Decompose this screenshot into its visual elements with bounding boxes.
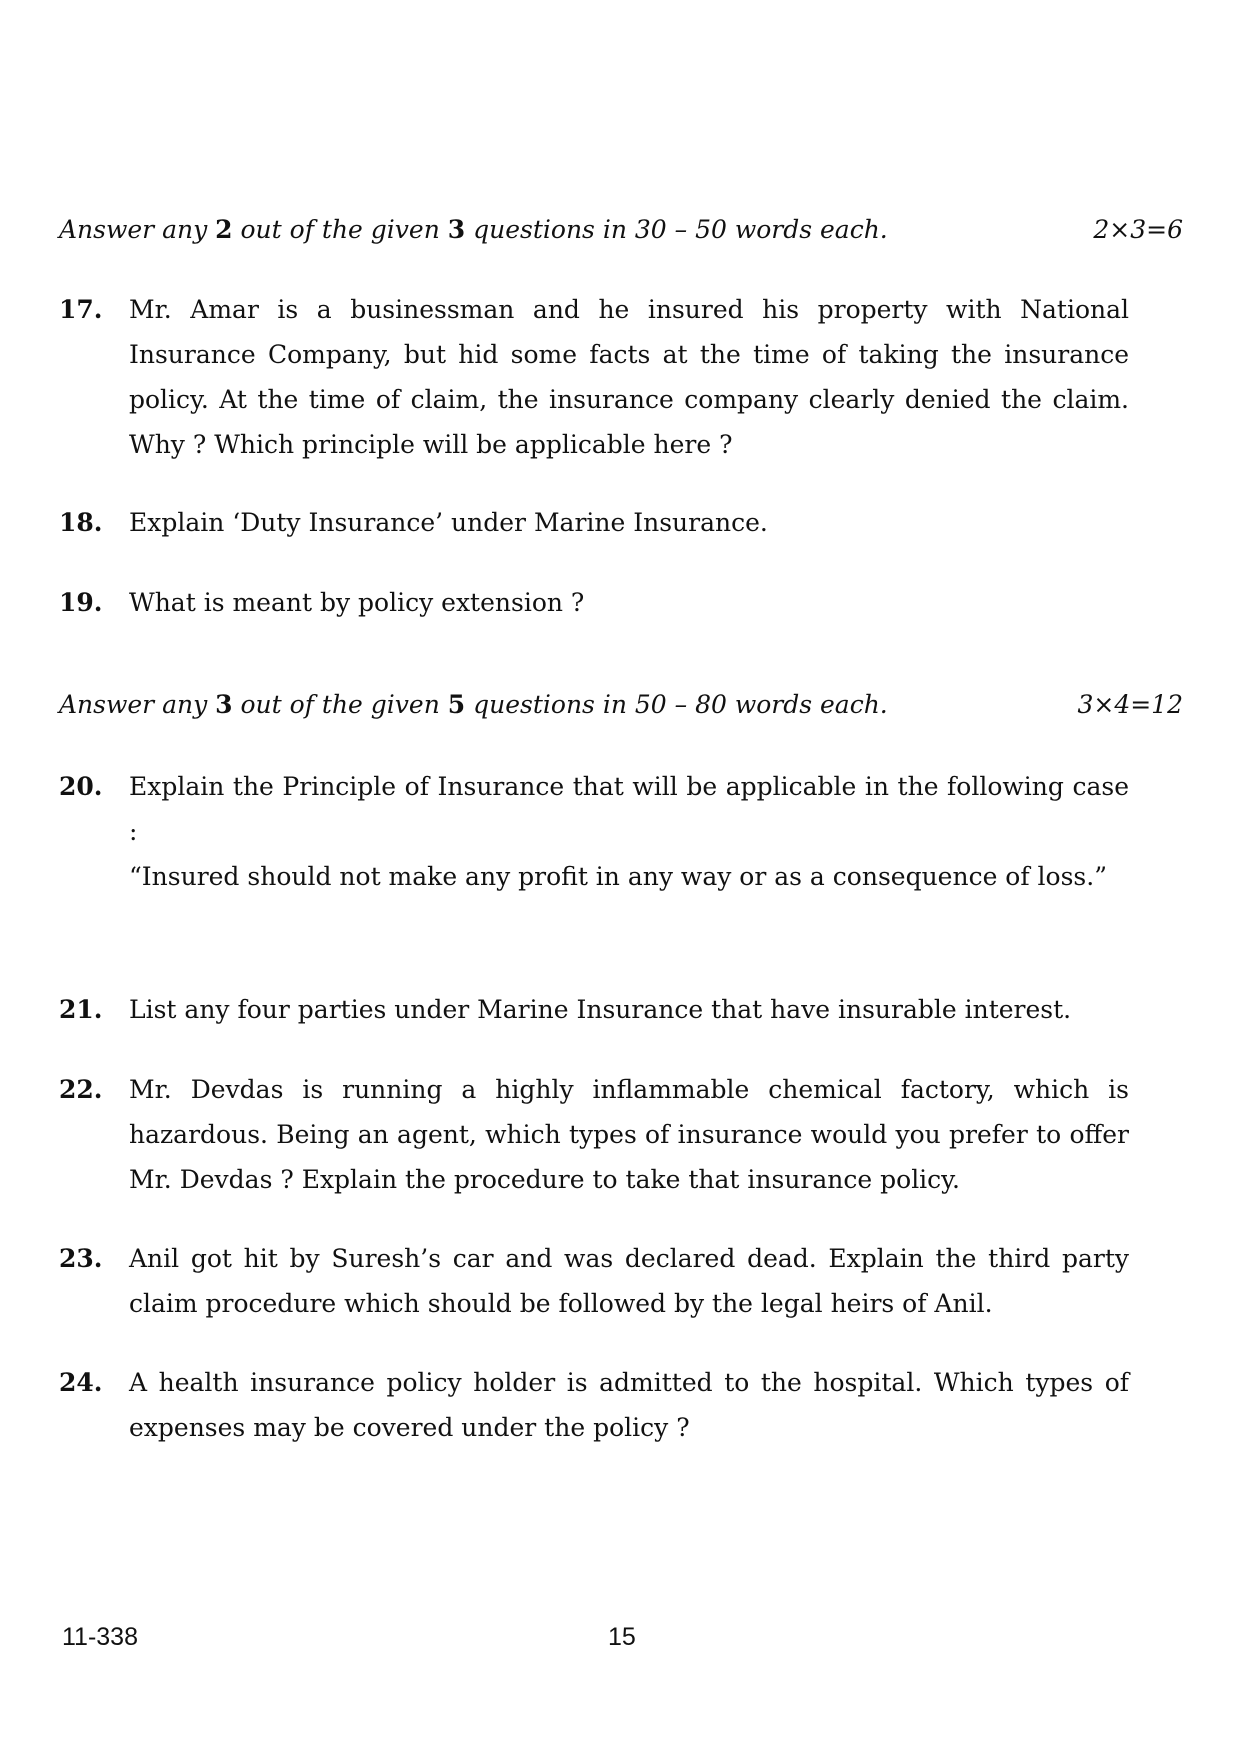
question-number: 21. <box>59 995 103 1024</box>
section-marks: 3×4=12 <box>1077 690 1183 719</box>
question-number: 18. <box>59 508 103 537</box>
question-text: A health insurance policy holder is admitted to the hospital. Which types of expenses may be covered under the policy ? <box>129 1368 1129 1442</box>
question-text: Explain ‘Duty Insurance’ under Marine Insurance. <box>129 508 768 537</box>
page-number: 15 <box>608 1623 636 1651</box>
question-17 <box>59 287 1129 467</box>
question-21 <box>59 987 1129 1032</box>
question-20 <box>59 764 1129 899</box>
question-number: 22. <box>59 1075 103 1104</box>
question-number: 19. <box>59 588 103 617</box>
question-text: What is meant by policy extension ? <box>129 588 585 617</box>
instruction-text: Answer any 3 out of the given 5 questions in 50 – 80 words each. <box>59 690 888 719</box>
question-number: 17. <box>59 295 103 324</box>
section-marks: 2×3=6 <box>1093 215 1183 244</box>
question-24 <box>59 1360 1129 1450</box>
question-number: 20. <box>59 772 103 801</box>
question-text: Mr. Amar is a businessman and he insured his property with National Insurance Company, but hid some facts at the time of taking the insurance policy. At the time of claim, the insurance company clearly denied the claim. Why ? Which principle will be applicable here ? <box>129 295 1129 459</box>
question-text: Anil got hit by Suresh’s car and was declared dead. Explain the third party claim procedure which should be followed by the legal heirs of Anil. <box>129 1244 1129 1318</box>
question-22 <box>59 1067 1129 1202</box>
question-23 <box>59 1236 1129 1326</box>
instruction-text: Answer any 2 out of the given 3 questions in 30 – 50 words each. <box>59 215 888 244</box>
question-text: Mr. Devdas is running a highly inflammable chemical factory, which is hazardous. Being an agent, which types of insurance would you prefer to offer Mr. Devdas ? Explain the procedure to take that insurance policy. <box>129 1075 1129 1194</box>
question-quote: “Insured should not make any profit in any way or as a consequence of loss.” <box>129 862 1107 891</box>
question-text: Explain the Principle of Insurance that will be applicable in the following case : <box>129 772 1129 846</box>
paper-code: 11-338 <box>62 1623 138 1651</box>
question-text: List any four parties under Marine Insurance that have insurable interest. <box>129 995 1072 1024</box>
question-18 <box>59 500 1129 545</box>
section-instruction <box>59 689 1183 721</box>
question-number: 24. <box>59 1368 103 1397</box>
section-instruction <box>59 214 1183 246</box>
question-number: 23. <box>59 1244 103 1273</box>
question-19 <box>59 580 1129 625</box>
